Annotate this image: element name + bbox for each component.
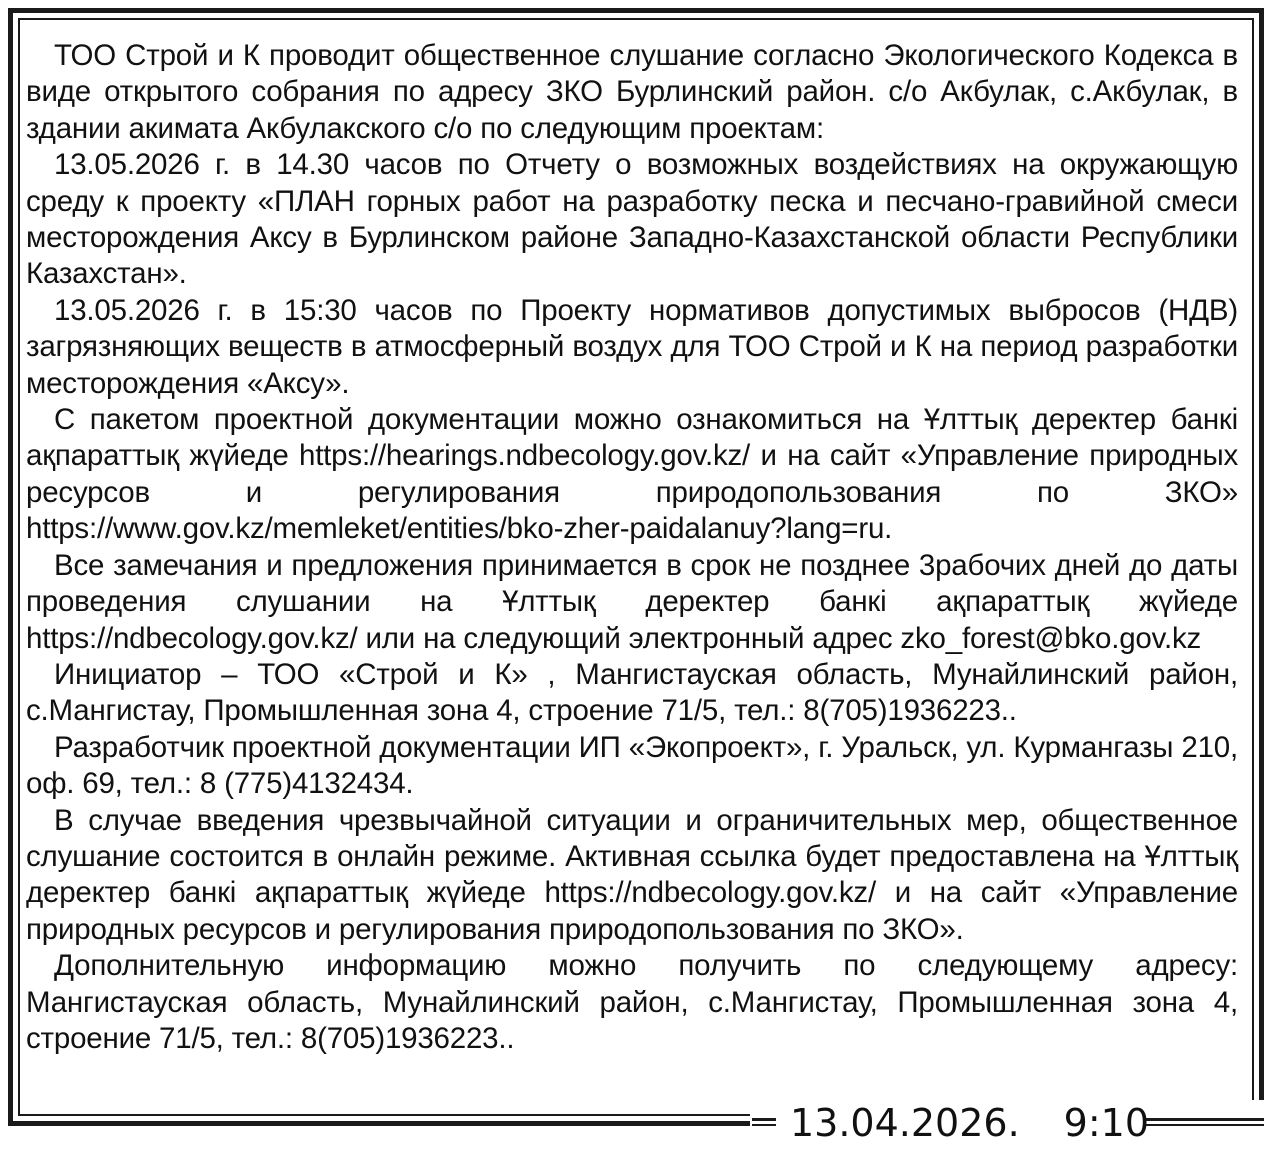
notice-paragraph-developer: Разработчик проектной документации ИП «Экопроект», г. Уральск, ул. Курмангазы 210, оф. 69, тел.: 8 (775)4132434. <box>26 730 1238 801</box>
notice-paragraph-comments: Все замечания и предложения принимается в срок не позднее 3рабочих дней до даты проведения слушании на Ұлттық деректер банкі ақпараттық жүйеде https://ndbecology.gov.kz/ или на следующий электронный адрес zko_forest@bko.gov.kz <box>26 548 1238 655</box>
date-time-stamp <box>790 1100 1149 1146</box>
stamp-rule-left <box>752 1118 776 1126</box>
notice-paragraph-initiator: Инициатор – ТОО «Строй и К» , Мангистауская область, Мунайлинский район, с.Мангистау, Промышленная зона 4, строение 71/5, тел.: 8(705)1936223.. <box>26 657 1238 728</box>
stamp-time: 9:10 <box>1063 1101 1149 1145</box>
stamp-date: 13.04.2026. <box>790 1101 1020 1145</box>
public-hearing-notice <box>26 38 1238 1057</box>
notice-paragraph-hearing-1: 13.05.2026 г. в 14.30 часов по Отчету о возможных воздействиях на окружающую среду к проекту «ПЛАН горных работ на разработку песка и песчано-гравийной смеси месторождения Аксу в Бурлинском районе Западно-Казахстанской области Республики Казахстан». <box>26 148 1238 291</box>
notice-paragraph-documentation: С пакетом проектной документации можно ознакомиться на Ұлттық деректер банкі ақпараттық жүйеде https://hearings.ndbecology.gov.kz/ и на сайт «Управление природных ресурсов и регулирования природопользования по ЗКО» https://www.gov.kz/memleket/entities/bko-zher-paidalanuy?lang=ru. <box>26 403 1238 546</box>
notice-paragraph-contact: Дополнительную информацию можно получить по следующему адресу: Мангистауская область, Мунайлинский район, с.Мангистау, Промышленная зона 4, строение 71/5, тел.: 8(705)1936223.. <box>26 949 1238 1055</box>
stamp-rule-right <box>1144 1118 1264 1126</box>
notice-paragraph-intro: ТОО Строй и К проводит общественное слушание согласно Экологического Кодекса в виде открытого собрания по адресу ЗКО Бурлинский район. с/о Акбулак, с.Акбулак, в здании акимата Акбулакского с/о по следующим проектам: <box>26 39 1238 145</box>
notice-paragraph-emergency: В случае введения чрезвычайной ситуации и ограничительных мер, общественное слушание состоится в онлайн режиме. Активная ссылка будет предоставлена на Ұлттық деректер банкі ақпараттық жүйеде https://ndbecology.gov.kz/ и на сайт «Управление природных ресурсов и регулирования природопользования по ЗКО». <box>26 803 1238 946</box>
notice-paragraph-hearing-2: 13.05.2026 г. в 15:30 часов по Проекту нормативов допустимых выбросов (НДВ) загрязняющих веществ в атмосферный воздух для ТОО Строй и К на период разработки месторождения «Аксу». <box>26 293 1238 400</box>
